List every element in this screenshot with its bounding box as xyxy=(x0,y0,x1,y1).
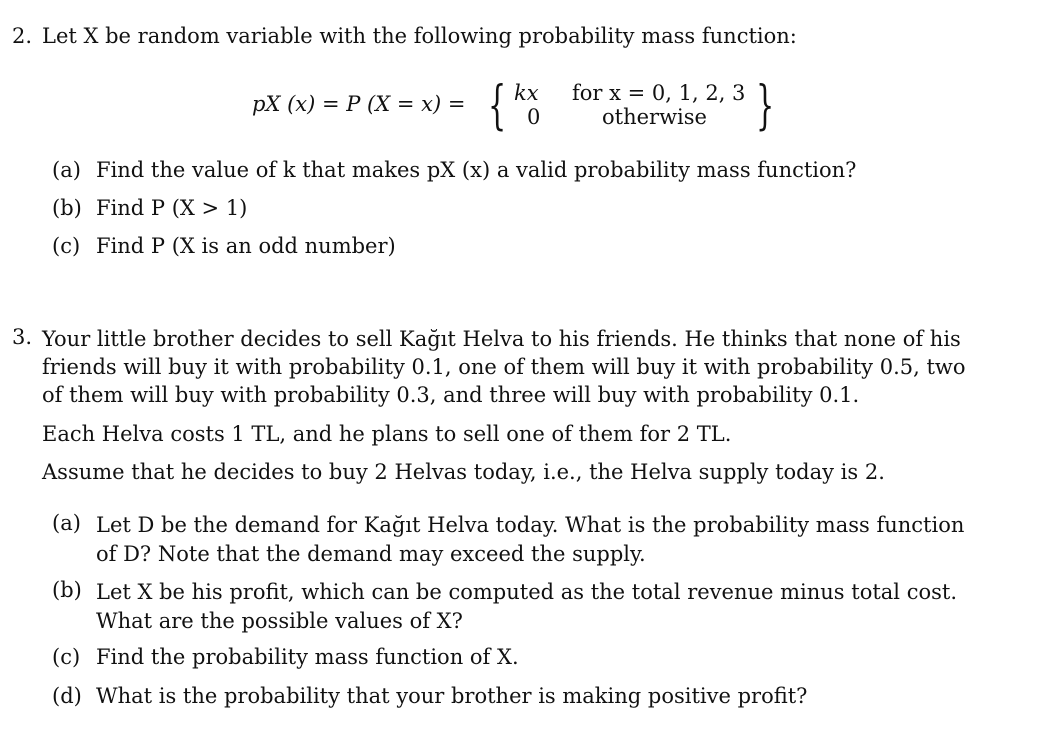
problem-3-part-b-label: (b) xyxy=(52,578,82,602)
problem-2-statement: Let X be random variable with the following probability mass function: xyxy=(42,24,797,48)
case-1-expression: kx xyxy=(514,81,539,105)
problem-3-part-d-label: (d) xyxy=(52,684,82,708)
problem-2-heading xyxy=(12,24,797,49)
problem-3-part-b-text: Let X be his profit, which can be computed as the total revenue minus total cost. What are the possible values of X? xyxy=(96,580,957,633)
part-label: (a) xyxy=(52,158,81,182)
problem-3-part-a-text: Let D be the demand for Kağıt Helva today. What is the probability mass function of D? Note that the demand may exceed the supply. xyxy=(96,513,965,566)
left-brace: { xyxy=(488,76,507,136)
pmf-lhs: pX (x) = P (X = x) = xyxy=(252,92,466,116)
problem-3-part-c-label: (c) xyxy=(52,645,81,669)
part-label: (b) xyxy=(52,196,82,220)
problem-3-paragraph-2: Each Helva costs 1 TL, and he plans to sell one of them for 2 TL. xyxy=(42,422,732,446)
case-2-condition: otherwise xyxy=(602,105,707,129)
problem-3-paragraph-3: Assume that he decides to buy 2 Helvas today, i.e., the Helva supply today is 2. xyxy=(42,460,885,484)
case-1-condition: for x = 0, 1, 2, 3 xyxy=(572,81,746,105)
problem-3-part-d-text: What is the probability that your brother is making positive profit? xyxy=(96,684,808,708)
problem-2-part-a xyxy=(52,158,856,183)
problem-3-number: 3. xyxy=(12,325,33,349)
part-text: Find P (X is an odd number) xyxy=(96,234,396,258)
part-label: (c) xyxy=(52,234,81,258)
right-brace: } xyxy=(756,76,775,136)
problem-2-part-c xyxy=(52,234,396,259)
problem-3-paragraph-1: Your little brother decides to sell Kağıt Helva to his friends. He thinks that none of his friends will buy it with probability 0.1, one of them will buy it with probability 0.5, two of them will buy with probability 0.3, and three will buy with probability 0.1. xyxy=(42,327,966,407)
part-text: Find P (X > 1) xyxy=(96,196,248,220)
problem-3-part-a-label: (a) xyxy=(52,511,81,535)
case-2-expression: 0 xyxy=(527,105,541,129)
problem-3-part-c-text: Find the probability mass function of X. xyxy=(96,645,519,669)
problem-2-number: 2. xyxy=(12,24,33,48)
part-text: Find the value of k that makes pX (x) a valid probability mass function? xyxy=(96,158,857,182)
problem-2-part-b xyxy=(52,196,247,221)
